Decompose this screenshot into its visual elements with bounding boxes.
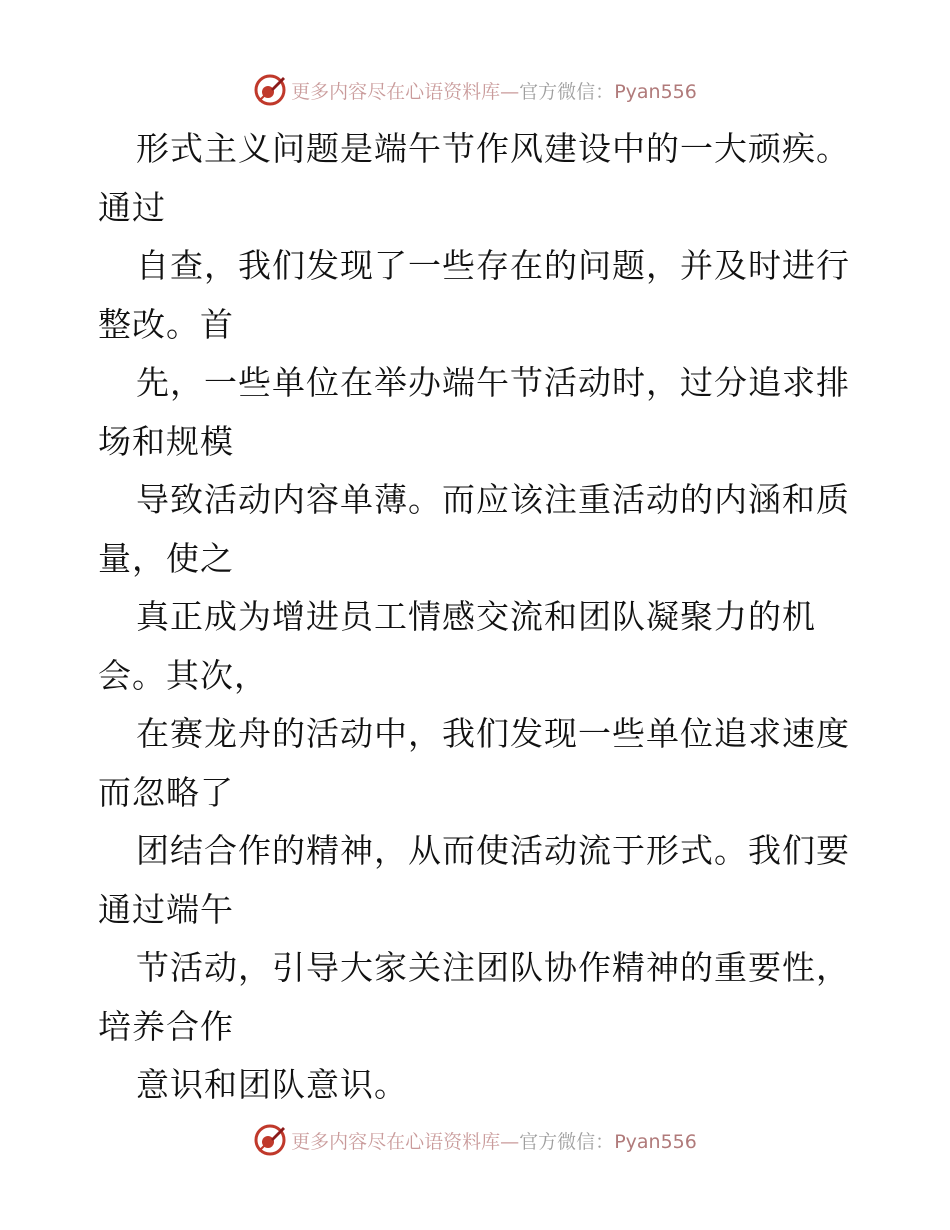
header-text (291, 77, 697, 104)
brand-logo-icon (253, 73, 287, 107)
footer-dash: — (500, 1130, 520, 1153)
body-line: 意识和团队意识。 (136, 1065, 408, 1104)
body-line: 团结合作的精神，从而使活动流于形式。我们要 (136, 831, 850, 870)
body-line: 量，使之 (98, 538, 234, 578)
body-line: 自查，我们发现了一些存在的问题，并及时进行 (136, 246, 850, 285)
body-line: 节活动，引导大家关注团队协作精神的重要性， (136, 948, 850, 987)
body-line: 场和规模 (98, 421, 234, 461)
body-line: 在赛龙舟的活动中，我们发现一些单位追求速度 (136, 714, 850, 753)
header-label: 官方微信： (519, 80, 615, 103)
body-line: 整改。首 (98, 304, 234, 344)
body-line: 通过端午 (98, 889, 234, 929)
footer-banner (0, 1120, 950, 1160)
body-line: 真正成为增进员工情感交流和团队凝聚力的机 (136, 597, 816, 636)
brand-logo-icon (253, 1123, 287, 1157)
document-body (98, 120, 858, 1115)
footer-label: 官方微信： (519, 1130, 615, 1153)
body-line: 形式主义问题是端午节作风建设中的一大顽疾。 (136, 129, 850, 168)
body-line: 通过 (98, 187, 166, 227)
footer-brand: 更多内容尽在心语资料库 (291, 1130, 501, 1153)
body-line: 会。其次， (98, 655, 268, 695)
header-banner (0, 70, 950, 110)
footer-account: Pyan556 (614, 1130, 697, 1153)
header-account: Pyan556 (614, 80, 697, 103)
header-brand: 更多内容尽在心语资料库 (291, 80, 501, 103)
footer-text (291, 1127, 697, 1154)
body-line: 培养合作 (98, 1006, 234, 1046)
header-dash: — (500, 80, 520, 103)
body-line: 而忽略了 (98, 772, 234, 812)
body-line: 导致活动内容单薄。而应该注重活动的内涵和质 (136, 480, 850, 519)
body-line: 先，一些单位在举办端午节活动时，过分追求排 (136, 363, 850, 402)
